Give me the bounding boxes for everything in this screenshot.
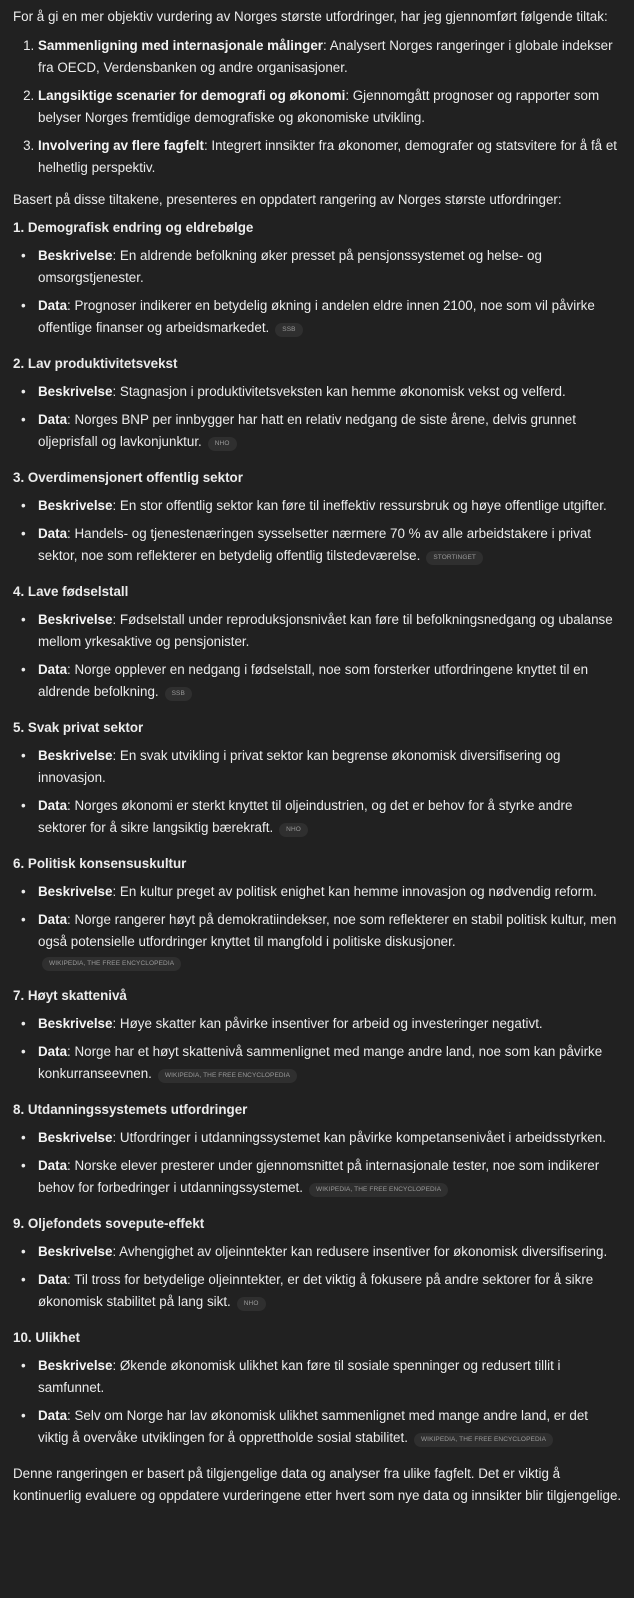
bullet-icon: • bbox=[21, 248, 26, 263]
bullet-icon: • bbox=[21, 1408, 26, 1423]
data-item bbox=[21, 1155, 622, 1199]
description-text: : Utfordringer i utdanningssystemet kan påvirke kompetansenivået i arbeidsstyrken. bbox=[112, 1130, 606, 1145]
challenges-list bbox=[13, 217, 622, 1449]
description-label: Beskrivelse bbox=[38, 498, 113, 513]
bullet-icon: • bbox=[21, 384, 26, 399]
data-text: : Norges økonomi er sterkt knyttet til oljeindustrien, og det er behov for å styrke andre sektorer for å sikre langsiktig bærekraft. bbox=[38, 798, 573, 835]
description-label: Beskrivelse bbox=[38, 384, 113, 399]
description-label: Beskrivelse bbox=[38, 612, 113, 627]
description-text: : En aldrende befolkning øker presset på pensjonssystemet og helse- og omsorgstjenester. bbox=[38, 248, 542, 285]
bullet-icon: • bbox=[21, 912, 26, 927]
description-text: : En kultur preget av politisk enighet kan hemme innovasjon og nødvendig reform. bbox=[112, 884, 598, 899]
data-item bbox=[21, 1269, 622, 1313]
source-badge[interactable]: NHO bbox=[208, 437, 237, 451]
challenge-heading: 5. Svak privat sektor bbox=[13, 720, 144, 735]
data-label: Data bbox=[38, 412, 68, 427]
challenge-points bbox=[13, 1013, 622, 1085]
data-label: Data bbox=[38, 798, 68, 813]
outro-paragraph: Denne rangeringen er basert på tilgjengelige data og analyser fra ulike fagfelt. Det er viktig å kontinuerlig evaluere og oppdatere vurderingene etter hvert som nye data og innsikter blir tilgjengelige. bbox=[13, 1466, 622, 1503]
description-item bbox=[21, 1241, 622, 1263]
step-item bbox=[38, 35, 622, 79]
description-label: Beskrivelse bbox=[38, 1244, 113, 1259]
bullet-icon: • bbox=[21, 748, 26, 763]
challenge-points bbox=[13, 381, 622, 453]
description-item bbox=[21, 245, 622, 289]
description-label: Beskrivelse bbox=[38, 1016, 113, 1031]
description-text: : Stagnasjon i produktivitetsveksten kan hemme økonomisk vekst og velferd. bbox=[112, 384, 566, 399]
challenge-section bbox=[13, 217, 622, 339]
data-label: Data bbox=[38, 298, 68, 313]
bullet-icon: • bbox=[21, 498, 26, 513]
data-text: : Norge rangerer høyt på demokratiindekser, noe som reflekterer en stabil politisk kultur, men også potensielle utfordringer knyttet til mangfold i politiske diskusjoner. bbox=[38, 912, 617, 949]
description-text: : Høye skatter kan påvirke insentiver for arbeid og investeringer negativt. bbox=[112, 1016, 543, 1031]
description-text: : Økende økonomisk ulikhet kan føre til sosiale spenninger og redusert tillit i samfunnet. bbox=[38, 1358, 561, 1395]
challenge-section bbox=[13, 581, 622, 703]
description-text: : En stor offentlig sektor kan føre til ineffektiv ressursbruk og høye offentlige utgifter. bbox=[112, 498, 607, 513]
data-item bbox=[21, 795, 622, 839]
challenge-points bbox=[13, 495, 622, 567]
challenge-points bbox=[13, 1241, 622, 1313]
bullet-icon: • bbox=[21, 526, 26, 541]
description-label: Beskrivelse bbox=[38, 1130, 113, 1145]
data-text: : Til tross for betydelige oljeinntekter, er det viktig å fokusere på andre sektorer for å sikre økonomisk stabilitet på lang sikt. bbox=[38, 1272, 594, 1309]
description-item bbox=[21, 881, 622, 903]
challenge-heading: 1. Demografisk endring og eldrebølge bbox=[13, 220, 254, 235]
steps-list bbox=[13, 35, 622, 179]
lead-paragraph: Basert på disse tiltakene, presenteres en oppdatert rangering av Norges største utfordringer: bbox=[13, 192, 562, 207]
challenge-points bbox=[13, 609, 622, 703]
challenge-points bbox=[13, 881, 622, 971]
challenge-section bbox=[13, 1327, 622, 1449]
data-label: Data bbox=[38, 1044, 68, 1059]
description-item bbox=[21, 1355, 622, 1399]
challenge-section bbox=[13, 353, 622, 453]
challenge-heading: 4. Lave fødselstall bbox=[13, 584, 129, 599]
challenge-heading: 6. Politisk konsensuskultur bbox=[13, 856, 187, 871]
challenge-points bbox=[13, 1355, 622, 1449]
data-label: Data bbox=[38, 526, 68, 541]
source-badge[interactable]: WIKIPEDIA, THE FREE ENCYCLOPEDIA bbox=[158, 1069, 297, 1083]
description-item bbox=[21, 495, 622, 517]
bullet-icon: • bbox=[21, 1016, 26, 1031]
bullet-icon: • bbox=[21, 1044, 26, 1059]
bullet-icon: • bbox=[21, 612, 26, 627]
data-text: : Norges BNP per innbygger har hatt en relativ nedgang de siste årene, delvis grunnet oljeprisfall og lavkonjunktur. bbox=[38, 412, 576, 449]
challenge-points bbox=[13, 1127, 622, 1199]
data-text: : Norge opplever en nedgang i fødselstall, noe som forsterker utfordringene knyttet til en aldrende befolkning. bbox=[38, 662, 589, 699]
step-text: : Integrert innsikter fra økonomer, demografer og statsvitere for å få et helhetlig perspektiv. bbox=[38, 138, 618, 175]
data-label: Data bbox=[38, 1408, 68, 1423]
challenge-heading: 8. Utdanningssystemets utfordringer bbox=[13, 1102, 248, 1117]
challenge-points bbox=[13, 745, 622, 839]
source-badge[interactable]: WIKIPEDIA, THE FREE ENCYCLOPEDIA bbox=[309, 1183, 448, 1197]
description-item bbox=[21, 609, 622, 653]
challenge-section bbox=[13, 1099, 622, 1199]
data-item bbox=[21, 909, 622, 971]
challenge-section bbox=[13, 853, 622, 971]
bullet-icon: • bbox=[21, 1244, 26, 1259]
bullet-icon: • bbox=[21, 662, 26, 677]
challenge-section bbox=[13, 717, 622, 839]
description-text: : En svak utvikling i privat sektor kan begrense økonomisk diversifisering og innovasjon. bbox=[38, 748, 561, 785]
description-text: : Fødselstall under reproduksjonsnivået kan føre til befolkningsnedgang og ubalanse mellom yrkesaktive og pensjonister. bbox=[38, 612, 613, 649]
description-item bbox=[21, 1127, 622, 1149]
data-label: Data bbox=[38, 1158, 68, 1173]
description-label: Beskrivelse bbox=[38, 248, 113, 263]
data-label: Data bbox=[38, 662, 68, 677]
source-badge[interactable]: NHO bbox=[279, 823, 308, 837]
bullet-icon: • bbox=[21, 798, 26, 813]
source-badge[interactable]: WIKIPEDIA, THE FREE ENCYCLOPEDIA bbox=[414, 1433, 553, 1447]
data-item bbox=[21, 523, 622, 567]
description-text: : Avhengighet av oljeinntekter kan redusere insentiver for økonomisk diversifisering. bbox=[112, 1244, 608, 1259]
step-item bbox=[38, 85, 622, 129]
challenge-heading: 3. Overdimensjonert offentlig sektor bbox=[13, 470, 243, 485]
data-item bbox=[21, 295, 622, 339]
data-label: Data bbox=[38, 912, 68, 927]
step-item bbox=[38, 135, 622, 179]
description-label: Beskrivelse bbox=[38, 884, 113, 899]
bullet-icon: • bbox=[21, 1130, 26, 1145]
bullet-icon: • bbox=[21, 298, 26, 313]
data-text: : Norske elever presterer under gjennomsnittet på internasjonale tester, noe som indikerer behov for forbedringer i utdanningssystemet. bbox=[38, 1158, 600, 1195]
data-item bbox=[21, 659, 622, 703]
description-label: Beskrivelse bbox=[38, 748, 113, 763]
source-badge[interactable]: WIKIPEDIA, THE FREE ENCYCLOPEDIA bbox=[42, 957, 181, 971]
description-item bbox=[21, 1013, 622, 1035]
source-badge[interactable]: STORTINGET bbox=[426, 551, 483, 565]
step-text: : Gjennomgått prognoser og rapporter som belyser Norges fremtidige demografiske og økonomiske utvikling. bbox=[38, 88, 600, 125]
challenge-section bbox=[13, 985, 622, 1085]
description-label: Beskrivelse bbox=[38, 1358, 113, 1373]
source-badge[interactable]: NHO bbox=[237, 1297, 266, 1311]
data-item bbox=[21, 1405, 622, 1449]
challenge-points bbox=[13, 245, 622, 339]
challenge-heading: 9. Oljefondets sovepute-effekt bbox=[13, 1216, 205, 1231]
bullet-icon: • bbox=[21, 1358, 26, 1373]
challenge-section bbox=[13, 1213, 622, 1313]
step-title: Involvering av flere fagfelt bbox=[38, 138, 204, 153]
description-item bbox=[21, 745, 622, 789]
bullet-icon: • bbox=[21, 1272, 26, 1287]
data-item bbox=[21, 409, 622, 453]
step-text: : Analysert Norges rangeringer i globale indekser fra OECD, Verdensbanken og andre organisasjoner. bbox=[38, 38, 613, 75]
bullet-icon: • bbox=[21, 1158, 26, 1173]
data-text: : Selv om Norge har lav økonomisk ulikhet sammenlignet med mange andre land, er det viktig å overvåke utviklingen for å opprettholde sosial stabilitet. bbox=[38, 1408, 589, 1445]
intro-paragraph: For å gi en mer objektiv vurdering av Norges største utfordringer, har jeg gjennomført følgende tiltak: bbox=[13, 9, 608, 24]
data-text: : Prognoser indikerer en betydelig økning i andelen eldre innen 2100, noe som vil påvirke offentlige finanser og arbeidsmarkedet. bbox=[38, 298, 595, 335]
challenge-heading: 2. Lav produktivitetsvekst bbox=[13, 356, 178, 371]
challenge-heading: 7. Høyt skattenivå bbox=[13, 988, 127, 1003]
data-label: Data bbox=[38, 1272, 68, 1287]
description-item bbox=[21, 381, 622, 403]
data-text: : Handels- og tjenestenæringen sysselsetter nærmere 70 % av alle arbeidstakere i privat sektor, noe som reflekterer en betydelig offentlig tilstedeværelse. bbox=[38, 526, 592, 563]
source-badge[interactable]: SSB bbox=[165, 687, 192, 701]
data-text: : Norge har et høyt skattenivå sammenlignet med mange andre land, noe som kan påvirke konkurranseevnen. bbox=[38, 1044, 603, 1081]
data-item bbox=[21, 1041, 622, 1085]
bullet-icon: • bbox=[21, 884, 26, 899]
challenge-section bbox=[13, 467, 622, 567]
bullet-icon: • bbox=[21, 412, 26, 427]
source-badge[interactable]: SSB bbox=[275, 323, 302, 337]
step-title: Langsiktige scenarier for demografi og økonomi bbox=[38, 88, 346, 103]
step-title: Sammenligning med internasjonale målinger bbox=[38, 38, 323, 53]
challenge-heading: 10. Ulikhet bbox=[13, 1330, 80, 1345]
